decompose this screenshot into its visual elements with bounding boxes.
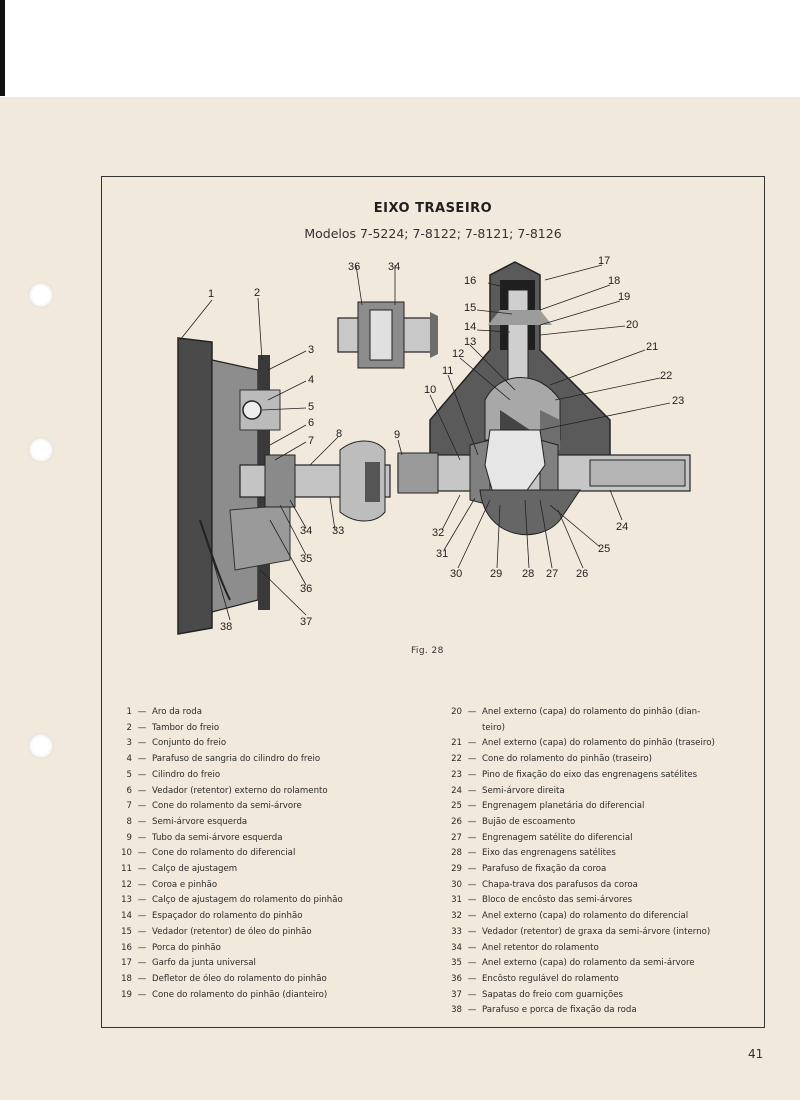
legend-text: Anel retentor do rolamento <box>482 942 599 953</box>
legend-text: Cone do rolamento do diferencial <box>152 848 296 859</box>
callout-19: 19 <box>618 291 631 303</box>
legend-item <box>440 784 715 800</box>
legend-item <box>110 768 343 784</box>
callout-34b: 34 <box>388 261 401 273</box>
punch-hole <box>28 282 54 308</box>
legend-dash: — <box>137 738 147 749</box>
legend-number: 9 <box>126 832 132 843</box>
legend-item <box>440 705 715 721</box>
legend-number: 1 <box>126 707 132 717</box>
callout-34a: 34 <box>300 525 313 537</box>
legend-number: 29 <box>451 864 462 875</box>
callout-27: 27 <box>546 568 559 580</box>
legend-text: Anel externo (capa) do rolamento do diferencial <box>482 911 689 922</box>
legend-text: Cone do rolamento do pinhão (dianteiro) <box>152 989 328 1000</box>
callout-5: 5 <box>308 401 315 413</box>
legend-number: 36 <box>451 973 462 984</box>
punch-hole <box>28 437 54 463</box>
legend-dash: — <box>137 769 147 780</box>
legend-item <box>440 862 715 878</box>
legend-number: 17 <box>121 958 132 969</box>
legend-item <box>440 878 715 894</box>
legend-dash: — <box>137 801 147 812</box>
legend-dash: — <box>467 958 477 969</box>
callout-1: 1 <box>208 288 215 300</box>
legend-dash: — <box>137 926 147 937</box>
legend-text: Defletor de óleo do rolamento do pinhão <box>152 973 327 984</box>
legend-text: Semi-árvore direita <box>482 785 565 796</box>
legend-item <box>110 784 343 800</box>
legend-item <box>110 909 343 925</box>
legend-item <box>440 909 715 925</box>
scan-background <box>0 0 800 100</box>
legend-item <box>440 768 715 784</box>
callout-6: 6 <box>308 417 315 429</box>
callout-32: 32 <box>432 527 445 539</box>
legend-text: Tubo da semi-árvore esquerda <box>152 832 283 843</box>
legend-dash: — <box>137 973 147 984</box>
callout-33: 33 <box>332 525 345 537</box>
callout-14: 14 <box>464 321 477 333</box>
legend-dash: — <box>137 848 147 859</box>
legend-dash: — <box>467 973 477 984</box>
legend-number: 24 <box>451 785 462 796</box>
legend-number: 30 <box>451 879 462 890</box>
legend-item <box>110 736 343 752</box>
callout-21: 21 <box>646 341 659 353</box>
legend-text: Bujão de escoamento <box>482 816 576 827</box>
callout-29: 29 <box>490 568 503 580</box>
legend-item <box>110 846 343 862</box>
legend-dash: — <box>137 785 147 796</box>
legend-dash: — <box>467 989 477 1000</box>
legend-item <box>110 705 343 721</box>
legend-number: 23 <box>451 769 462 780</box>
legend-item <box>110 831 343 847</box>
legend-dash: — <box>467 738 477 749</box>
legend-dash: — <box>467 785 477 796</box>
callout-12: 12 <box>452 348 465 360</box>
callout-31: 31 <box>436 548 449 560</box>
legend-dash: — <box>467 816 477 827</box>
legend-dash: — <box>467 754 477 765</box>
legend-dash: — <box>137 832 147 843</box>
callout-30: 30 <box>450 568 463 580</box>
legend-item <box>110 752 343 768</box>
legend-number: 28 <box>451 848 462 859</box>
legend-text: Sapatas do freio com guarnições <box>482 989 623 1000</box>
legend-item <box>110 925 343 941</box>
legend-text: Cilindro do freio <box>152 769 221 780</box>
callout-9: 9 <box>394 429 401 441</box>
page-number: 41 <box>748 1047 764 1061</box>
legend-dash: — <box>137 864 147 875</box>
legend-dash: — <box>467 895 477 906</box>
legend-text: Anel externo (capa) do rolamento do pinhão (traseiro) <box>482 738 715 749</box>
legend-dash: — <box>137 942 147 953</box>
legend-item <box>440 752 715 768</box>
legend-item <box>440 893 715 909</box>
legend-left-column <box>110 705 343 1003</box>
legend-item <box>440 846 715 862</box>
legend-dash: — <box>137 754 147 765</box>
legend-text: Vedador (retentor) externo do rolamento <box>152 785 328 796</box>
legend-number: 5 <box>126 769 132 780</box>
legend-text: Tambor do freio <box>152 722 220 733</box>
legend-item <box>440 941 715 957</box>
legend-item <box>440 956 715 972</box>
legend-text: Engrenagem satélite do diferencial <box>482 832 633 843</box>
page-subtitle: Modelos 7-5224; 7-8122; 7-8121; 7-8126 <box>304 226 562 241</box>
legend-text: Bloco de encôsto das semi-árvores <box>482 895 633 906</box>
callout-18: 18 <box>608 275 621 287</box>
callout-35: 35 <box>300 553 313 565</box>
legend-number: 27 <box>451 832 462 843</box>
callout-17: 17 <box>598 255 611 267</box>
legend-item <box>110 862 343 878</box>
legend-text: Chapa-trava dos parafusos da coroa <box>482 879 638 890</box>
legend-text: Semi-árvore esquerda <box>152 816 248 827</box>
legend-number: 12 <box>121 879 132 890</box>
legend-dash: — <box>467 926 477 937</box>
legend-text: Porca do pinhão <box>152 942 221 953</box>
legend-dash: — <box>467 848 477 859</box>
legend-dash: — <box>137 895 147 906</box>
legend-text: Vedador (retentor) de graxa da semi-árvore (interno) <box>482 926 711 937</box>
callout-23: 23 <box>672 395 685 407</box>
legend-dash: — <box>137 958 147 969</box>
legend-text: Pino de fixação do eixo das engrenagens satélites <box>482 769 698 780</box>
legend-number: 11 <box>121 864 132 875</box>
legend-dash: — <box>467 942 477 953</box>
legend-number: 31 <box>451 895 462 906</box>
legend-item-continuation: teiro) <box>482 722 505 733</box>
legend-text: Aro da roda <box>152 707 202 717</box>
legend-text: Espaçador do rolamento do pinhão <box>152 911 303 922</box>
callout-22: 22 <box>660 370 673 382</box>
callout-37: 37 <box>300 616 313 628</box>
legend-text: Parafuso e porca de fixação da roda <box>482 1005 637 1016</box>
legend-dash: — <box>137 722 147 733</box>
legend-number: 6 <box>126 785 132 796</box>
legend-item <box>110 878 343 894</box>
legend-number: 2 <box>126 722 132 733</box>
differential-carrier <box>398 262 690 535</box>
legend-number: 4 <box>126 754 132 765</box>
legend-number: 22 <box>451 754 462 765</box>
legend-number: 25 <box>451 801 462 812</box>
legend-item <box>110 721 343 737</box>
legend-text: Encôsto regulável do rolamento <box>482 973 619 984</box>
legend-text: Cone do rolamento da semi-árvore <box>152 801 302 812</box>
legend-text: Vedador (retentor) de óleo do pinhão <box>152 926 312 937</box>
legend-text: Eixo das engrenagens satélites <box>482 848 616 859</box>
callout-38: 38 <box>220 621 233 633</box>
legend-number: 16 <box>121 942 132 953</box>
legend-number: 13 <box>121 895 132 906</box>
legend-number: 3 <box>126 738 132 749</box>
legend-number: 33 <box>451 926 462 937</box>
legend-number: 15 <box>121 926 132 937</box>
legend-text: Anel externo (capa) do rolamento do pinhão (dian- <box>482 707 701 717</box>
legend-item <box>440 988 715 1004</box>
legend-item <box>110 956 343 972</box>
callout-11: 11 <box>442 365 454 377</box>
legend-number: 14 <box>121 911 132 922</box>
legend-text: Calço de ajustagem do rolamento do pinhão <box>152 895 343 906</box>
legend-text: Coroa e pinhão <box>152 879 218 890</box>
legend-number: 35 <box>451 958 462 969</box>
legend-dash: — <box>137 879 147 890</box>
legend-text: Garfo da junta universal <box>152 958 256 969</box>
page-title: EIXO TRASEIRO <box>373 201 493 216</box>
legend-number: 18 <box>121 973 132 984</box>
legend-dash: — <box>137 816 147 827</box>
legend-item <box>440 799 715 815</box>
legend-item <box>110 988 343 1004</box>
legend-number: 7 <box>126 801 132 812</box>
legend-dash: — <box>467 864 477 875</box>
figure-caption: Fig. 28 <box>411 646 444 656</box>
legend-item <box>440 736 715 752</box>
legend-number: 26 <box>451 816 462 827</box>
callout-28: 28 <box>522 568 535 580</box>
callout-20: 20 <box>626 319 639 331</box>
legend-dash: — <box>137 989 147 1000</box>
legend-number: 10 <box>121 848 132 859</box>
legend-dash: — <box>467 801 477 812</box>
legend-number: 32 <box>451 911 462 922</box>
legend-item <box>110 893 343 909</box>
legend-text: Calço de ajustagem <box>152 864 238 875</box>
callout-16: 16 <box>464 275 477 287</box>
callout-2: 2 <box>254 287 261 299</box>
scan-edge <box>0 0 5 96</box>
legend-dash: — <box>467 832 477 843</box>
legend-dash: — <box>467 911 477 922</box>
legend-item <box>110 799 343 815</box>
legend-item <box>110 941 343 957</box>
legend-number: 34 <box>451 942 462 953</box>
callout-15: 15 <box>464 302 477 314</box>
callout-36b: 36 <box>348 261 361 273</box>
callout-24: 24 <box>616 521 629 533</box>
callout-26: 26 <box>576 568 589 580</box>
legend-text: Parafuso de fixação da coroa <box>482 864 607 875</box>
legend-dash: — <box>467 1005 477 1016</box>
legend-number: 37 <box>451 989 462 1000</box>
legend-number: 21 <box>451 738 462 749</box>
legend-item <box>440 972 715 988</box>
callout-13: 13 <box>464 336 477 348</box>
callout-25: 25 <box>598 543 611 555</box>
legend-dash: — <box>137 911 147 922</box>
legend-number: 8 <box>126 816 132 827</box>
legend-item <box>440 1003 715 1019</box>
callout-4: 4 <box>308 374 315 386</box>
legend-dash: — <box>467 707 477 717</box>
legend-text: Parafuso de sangria do cilindro do freio <box>152 754 321 765</box>
callout-10: 10 <box>424 384 437 396</box>
callout-3: 3 <box>308 344 315 356</box>
legend-right-column <box>440 705 715 1019</box>
legend-text: Cone do rolamento do pinhão (traseiro) <box>482 754 652 765</box>
callout-7: 7 <box>308 435 315 447</box>
rear-axle-diagram <box>140 250 700 640</box>
legend-item <box>440 815 715 831</box>
legend-number: 19 <box>121 989 132 1000</box>
legend-dash: — <box>467 769 477 780</box>
bearing-inset <box>338 302 438 368</box>
legend-item <box>110 815 343 831</box>
callout-8: 8 <box>336 428 343 440</box>
legend-text: Anel externo (capa) do rolamento da semi-árvore <box>482 958 695 969</box>
legend-text: Conjunto do freio <box>152 738 227 749</box>
legend-number: 38 <box>451 1005 462 1016</box>
legend-dash: — <box>137 707 147 717</box>
legend-dash: — <box>467 879 477 890</box>
legend-item <box>110 972 343 988</box>
legend-text: Engrenagem planetária do diferencial <box>482 801 645 812</box>
callout-36a: 36 <box>300 583 313 595</box>
legend-number: 20 <box>451 707 462 717</box>
punch-hole <box>28 733 54 759</box>
legend-item <box>440 831 715 847</box>
legend-item <box>440 925 715 941</box>
